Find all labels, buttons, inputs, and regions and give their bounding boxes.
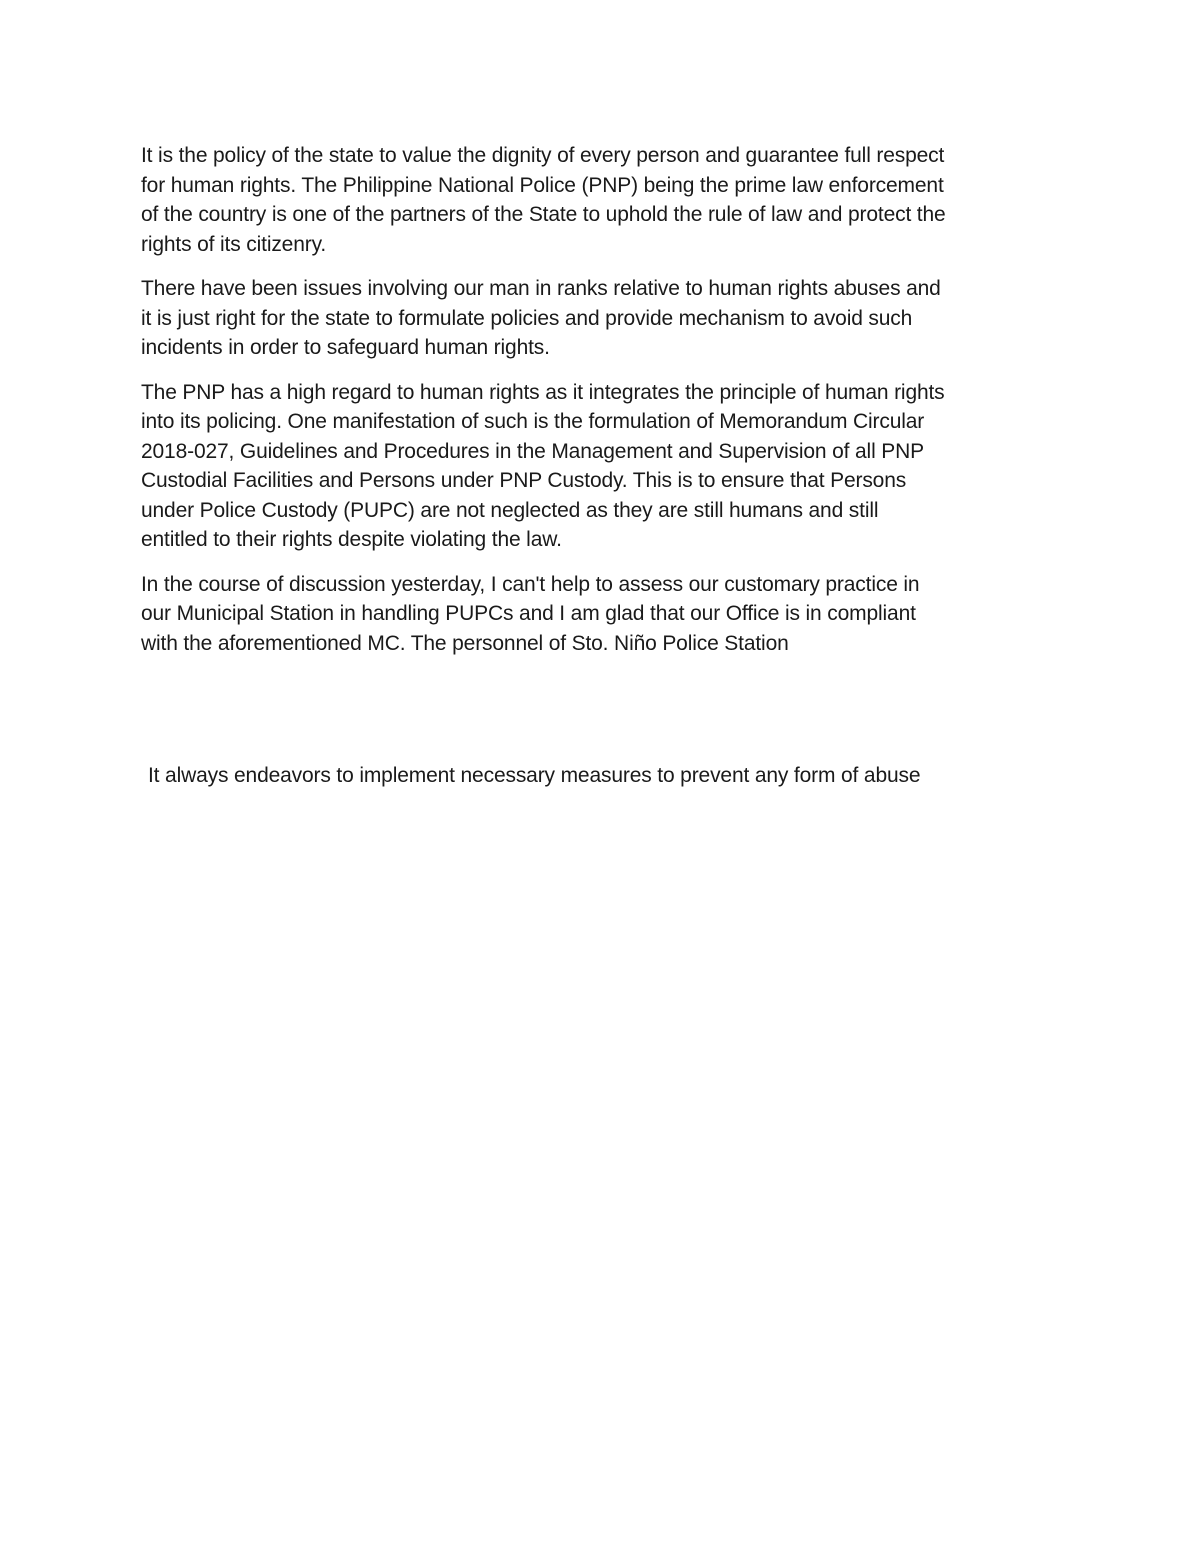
paragraph-policy-statement: It is the policy of the state to value the dignity of every person and guarantee full respect for human rights. The Philippine National Police (PNP) being the prime law enforcement of the country is one of the partners of the State to uphold the rule of law and protect the rights of its citizenry. xyxy=(141,144,946,256)
document-body xyxy=(141,141,1071,673)
paragraph-memorandum-circular: The PNP has a high regard to human rights as it integrates the principle of human rights into its policing. One manifestation of such is the formulation of Memorandum Circular 2018-027, Guidelines and Procedures in the Management and Supervision of all PNP Custodial Facilities and Persons under PNP Custody. This is to ensure that Persons under Police Custody (PUPC) are not neglected as they are still humans and still entitled to their rights despite violating the law. xyxy=(141,380,945,551)
paragraph-human-rights-issues: There have been issues involving our man in ranks relative to human rights abuses and it is just right for the state to formulate policies and provide mechanism to avoid such incidents in order to safeguard human rights. xyxy=(141,277,941,359)
closing-line: It always endeavors to implement necessary measures to prevent any form of abuse xyxy=(148,764,921,787)
paragraph-discussion: In the course of discussion yesterday, I can't help to assess our customary practice in our Municipal Station in handling PUPCs and I am glad that our Office is in compliant with the aforementioned MC. The personnel of Sto. Niño Police Station xyxy=(141,572,920,655)
